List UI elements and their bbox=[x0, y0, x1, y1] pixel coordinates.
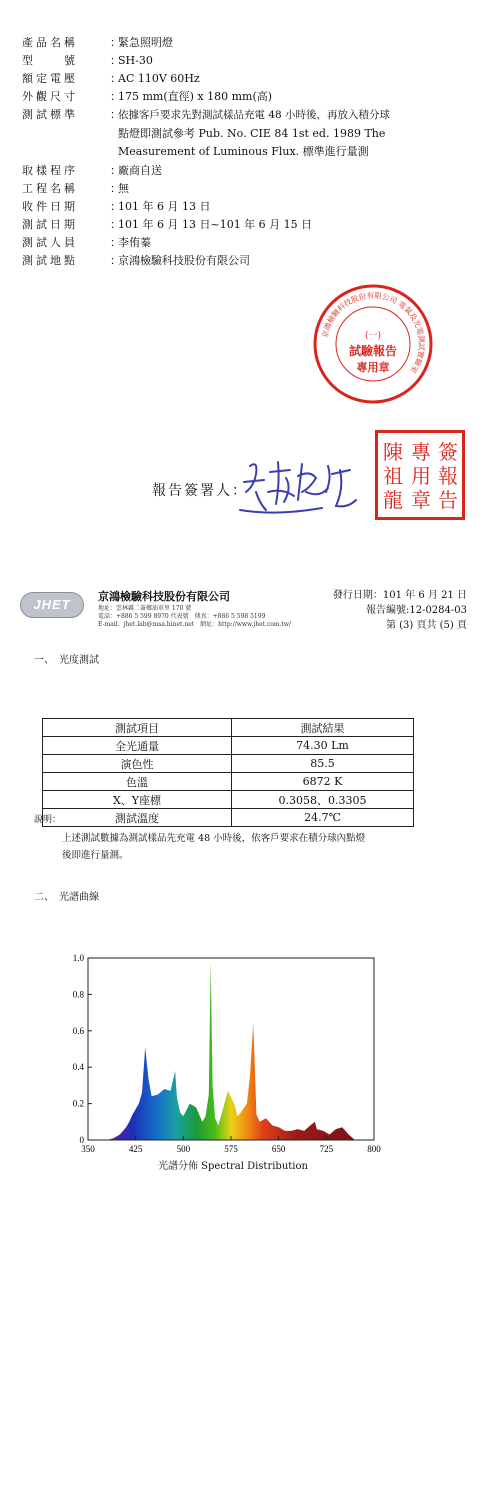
seal-char: 報 bbox=[438, 464, 458, 488]
seal-ring-text: 京鴻檢驗科技股份有限公司 電氣及光電測試實驗室 bbox=[320, 290, 427, 375]
note-line1: 上述測試數據為測試樣品先充電 48 小時後，依客戶要求在積分球內點燈 bbox=[62, 833, 366, 844]
square-seal-graphic bbox=[378, 433, 462, 517]
seal-char: 簽 bbox=[438, 440, 458, 464]
seal-line2: 專用章 bbox=[356, 361, 390, 374]
y-tick-label: 0.8 bbox=[72, 989, 84, 1000]
seal-char: 章 bbox=[411, 488, 431, 512]
info-row-sampling: 取樣程序 ：廠商自送 bbox=[22, 164, 162, 177]
note-label: 說明： bbox=[34, 815, 62, 825]
y-tick-label: 0.2 bbox=[72, 1098, 84, 1109]
seal-char: 陳 bbox=[383, 440, 403, 464]
table-row bbox=[43, 773, 414, 791]
signature-label: 報告簽署人： bbox=[152, 483, 248, 499]
company-logo: JHET bbox=[20, 592, 84, 618]
note-line2: 後即進行量測。 bbox=[62, 850, 129, 861]
table-cell: 演色性 bbox=[43, 755, 232, 773]
info-row-model: 型 號 ：SH-30 bbox=[22, 54, 153, 67]
table-row bbox=[43, 755, 414, 773]
x-tick-label: 425 bbox=[128, 1144, 143, 1154]
company-address: 地址：雲林縣二崙鄉油車里 170 號 bbox=[98, 605, 192, 612]
signature-graphic bbox=[236, 452, 366, 522]
info-row-project: 工程名稱 ：無 bbox=[22, 182, 129, 195]
table-cell: 0.3058、0.3305 bbox=[232, 791, 414, 809]
results-table bbox=[42, 718, 414, 827]
table-cell: 6872 K bbox=[232, 773, 414, 791]
y-tick-label: 1.0 bbox=[72, 953, 84, 963]
spectrum-area bbox=[107, 962, 355, 1140]
seal-char: 祖 bbox=[383, 464, 403, 488]
table-row bbox=[43, 791, 414, 809]
page-number: 第 (3) 頁共 (5) 頁 bbox=[385, 620, 467, 631]
section1-title: 一、 光度測試 bbox=[34, 655, 99, 666]
x-tick-label: 500 bbox=[176, 1144, 191, 1154]
info-row-location: 測試地點 ：京鴻檢驗科技股份有限公司 bbox=[22, 254, 250, 267]
note-text bbox=[62, 830, 365, 864]
round-seal bbox=[312, 283, 434, 405]
table-row bbox=[43, 737, 414, 755]
table-cell: 色溫 bbox=[43, 773, 232, 791]
y-tick-label: 0.4 bbox=[72, 1062, 84, 1073]
info-row-standard: 測試標準 ：依據客戶要求先對測試樣品充電 48 小時後，再放入積分球 bbox=[22, 108, 391, 121]
table-cell: X、Y座標 bbox=[43, 791, 232, 809]
standard-line-2: 點燈即測試參考 Pub. No. CIE 84 1st ed. 1989 The bbox=[118, 127, 386, 140]
seal-line1: 試驗報告 bbox=[348, 344, 398, 358]
table-cell: 全光通量 bbox=[43, 737, 232, 755]
info-row-test-date: 測試日期 ：101 年 6 月 13 日~101 年 6 月 15 日 bbox=[22, 218, 313, 231]
report-number: 報告編號:12-0284-03 bbox=[365, 605, 467, 616]
info-row-voltage: 額定電壓 ：AC 110V 60Hz bbox=[22, 72, 200, 85]
table-cell: 74.30 Lm bbox=[232, 737, 414, 755]
spectrum-chart bbox=[58, 950, 388, 1175]
handwritten-signature bbox=[236, 452, 366, 522]
issue-date: 發行日期：101 年 6 月 21 日 bbox=[332, 590, 467, 601]
x-tick-label: 575 bbox=[224, 1144, 238, 1154]
chart-xlabel: 光譜分佈 Spectral Distribution bbox=[158, 1161, 308, 1172]
section2-title: 二、 光譜曲線 bbox=[34, 892, 99, 903]
y-tick-label: 0.6 bbox=[72, 1025, 84, 1036]
table-header-row bbox=[43, 719, 414, 737]
company-email: E-mail：jhet.lab@msa.hinet.net 網址：http://www.jhet.com.tw/ bbox=[98, 621, 292, 628]
seal-char: 專 bbox=[411, 440, 431, 464]
round-seal-graphic bbox=[312, 283, 434, 405]
table-row bbox=[43, 809, 414, 827]
square-seal bbox=[375, 430, 465, 520]
seal-char: 用 bbox=[411, 464, 431, 488]
table-cell: 24.7℃ bbox=[232, 809, 414, 827]
info-row-product: 產品名稱 ：緊急照明燈 bbox=[22, 36, 173, 49]
company-name: 京鴻檢驗科技股份有限公司 bbox=[98, 590, 230, 603]
y-tick-label: 0 bbox=[79, 1135, 84, 1145]
info-row-dimensions: 外觀尺寸 ：175 mm(直徑) x 180 mm(高) bbox=[22, 90, 273, 103]
seal-char: 龍 bbox=[383, 488, 403, 512]
x-tick-label: 350 bbox=[81, 1144, 95, 1154]
standard-line-3: Measurement of Luminous Flux. 標準進行量測 bbox=[118, 145, 369, 158]
table-cell: 測試溫度 bbox=[43, 809, 232, 827]
table-header-cell: 測試結果 bbox=[232, 719, 414, 737]
x-tick-label: 725 bbox=[319, 1144, 334, 1154]
seal-char: 告 bbox=[438, 488, 458, 512]
info-row-tester: 測試人員 ：李侑蓁 bbox=[22, 236, 151, 249]
x-tick-label: 800 bbox=[367, 1144, 381, 1154]
table-header-cell: 測試項目 bbox=[43, 719, 232, 737]
company-phone: 電話：+886 5 599 8970 代表號 傳真：+886 5 598 5199 bbox=[98, 613, 266, 620]
seal-number: (一) bbox=[364, 331, 382, 341]
report-meta bbox=[333, 588, 467, 633]
x-tick-label: 650 bbox=[271, 1144, 286, 1154]
table-cell: 85.5 bbox=[232, 755, 414, 773]
info-row-received: 收件日期 ：101 年 6 月 13 日 bbox=[22, 200, 211, 213]
spectrum-chart-svg bbox=[58, 950, 388, 1175]
